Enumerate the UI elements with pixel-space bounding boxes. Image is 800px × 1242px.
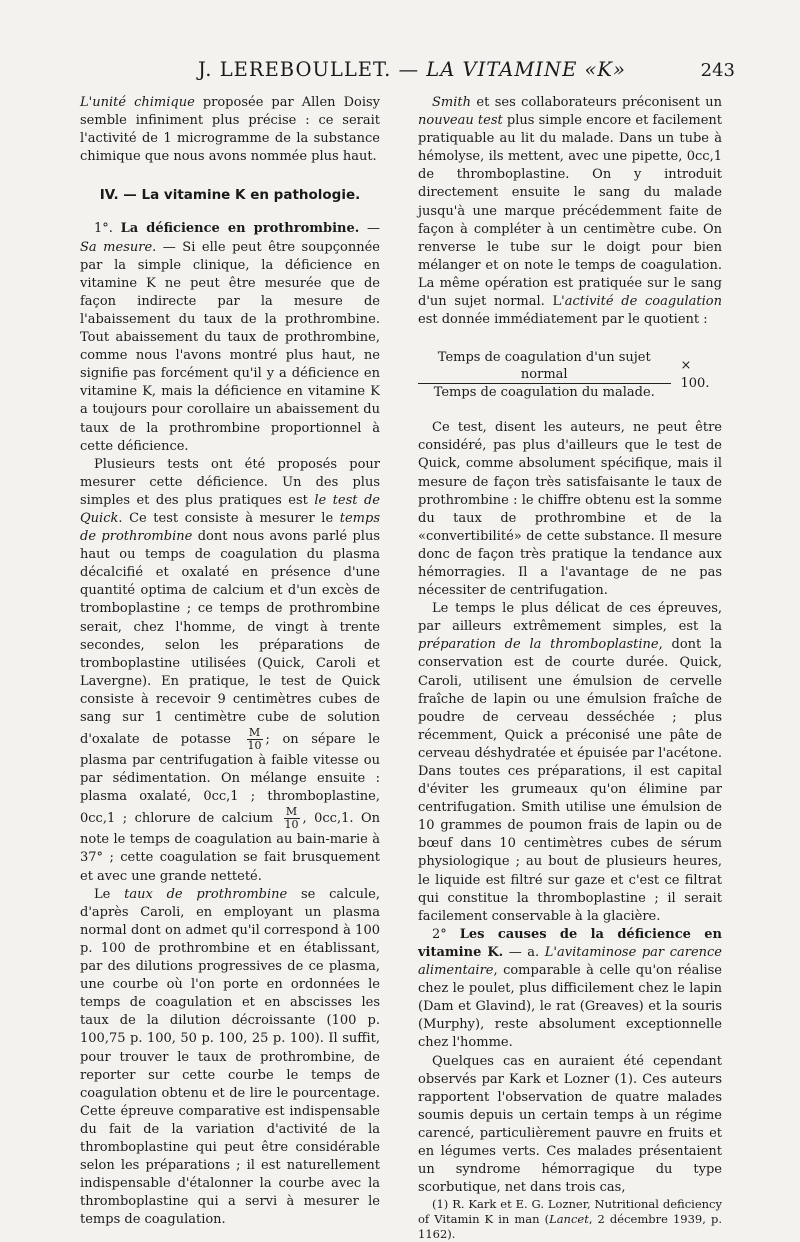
formula-numerator: Temps de coagulation d'un sujet normal [418,349,671,384]
formula-denominator: Temps de coagulation du malade. [433,385,655,401]
running-title-topic: LA VITAMINE «K» [426,58,626,81]
subsection-2-heading: Les causes de la déficience en vitamine K. [418,926,722,960]
body-paragraph-quick-test: Plusieurs tests ont été proposés pour mesurer cette déficience. Un des plus simples et des plus pratiques est le test de Quick. Ce test consiste à mesurer le temps de prothrombine dont nous avons parlé plus haut ou temps de coagulation du plasma décalcifié et oxalaté en présence d'une quantité optima de calcium et d'un excès de tromboplastine ; ce temps de prothrombine serait, chez l'homme, de vingt à trente secondes, selon les préparations de tromboplastine utilisées (Quick, Caroli et Lavergne). En pratique, le test de Quick consiste à recevoir 9 centimètres cubes de sang sur 1 centimètre cube de solution d'oxalate de potasse $\frac{M}{10}$ ; on sépare le plasma par centrifugation à faible vitesse ou par sédimentation. On mélange ensuite : plasma oxalaté, 0cc,1 ; thromboplastine, 0cc,1 ; chlorure de calcium $\frac{M}{10}$ , 0cc,1. On note le temps de coagulation au bain-marie à 37° ; cette coagulation se fait brusquement et avec une grande netteté. [80,456,380,884]
section-heading: IV. — La vitamine K en pathologie. [99,187,361,204]
subsection-1-heading: La déficience en prothrombine. [120,221,360,237]
formula-fraction [418,349,671,401]
formula-multiplier: × 100. [680,358,710,392]
intro-paragraph: L'unité chimique proposée par Allen Doisy semble infiniment plus précise : ce serait l'activité de 1 microgramme de la substance chimique que nous avons nommée plus haut. [80,95,381,165]
fraction-m-over-10: $\frac{M}{10}$ [284,805,299,832]
body-paragraph-kark-lozner: Quelques cas en auraient été cependant observés par Kark et Lozner (1). Ces auteurs rapportent l'observation de quatre malades soumis depuis un certain temps à un régime carencé, particulièrement pauvre en fruits et en légumes verts. Ces malades présentaient un syndrome hémorragique du type scorbutique, net dans trois cas, [418,1053,722,1196]
footnote: (1) R. Kark et E. G. Lozner, Nutritional deficiency of Vitamin K in man (Lancet, 2 décembre 1939, p. 1162). [418,1197,722,1242]
running-title [198,58,626,81]
body-paragraph-test-evaluation: Ce test, disent les auteurs, ne peut être considéré, pas plus d'ailleurs que le test de Quick, comme absolument spécifique, mais il mesure de façon très satisfaisante le taux de prothrombine : le chiffre obtenu est la somme du taux de prothrombine et de la «convertibilité» de cette substance. Il mesure donc de façon très pratique la tendance aux hémorragies. Il a l'avantage de ne pas nécessiter de centrifugation. [418,420,722,599]
left-column [80,94,380,1229]
coagulation-formula [418,349,722,401]
running-header [80,58,735,84]
body-paragraph-smith-test: Smith et ses collaborateurs préconisent un nouveau test plus simple encore et facilement pratiquable au lit du malade. Dans un tube à hémolyse, ils mettent, avec une pipette, 0cc,1 de thromboplastine. On y introduit directement ensuite le sang du malade jusqu'à une marque précédemment faite de façon à compléter à un centimètre cube. On renverse le tube sur le doigt pour bien mélanger et on note le temps de coagulation. La même opération est pratiquée sur le sang d'un sujet normal. L'activité de coagulation est donnée immédiatement par le quotient : [418,95,722,328]
right-column [418,94,722,1242]
body-paragraph-prothrombin-rate: Le taux de prothrombine se calcule, d'après Caroli, en employant un plasma normal dont on admet qu'il correspond à 100 p. 100 de prothrombine et en établissant, par des dilutions progressives de ce plasma, une courbe où l'on porte en ordonnées le temps de coagulation et en abscisses les taux de la dilution décroissante (100 p. 100,75 p. 100, 50 p. 100, 25 p. 100). Il suffit, pour trouver le taux de prothrombine, de reporter sur cette courbe le temps de coagulation obtenu et de lire le pourcentage. Cette épreuve comparative est indispensable du fait de la variation d'activité de la thromboplastine qui peut être considérable selon les préparations ; il est naturellement indispensable d'étalonner la courbe avec la thromboplastine qui a servi à mesurer le temps de coagulation. [80,886,380,1228]
fraction-m-over-10: $\frac{M}{10}$ [247,726,262,753]
running-title-dash: — [398,58,420,81]
body-paragraph-thromboplastin-prep: Le temps le plus délicat de ces épreuves, par ailleurs extrêmement simples, est la préparation de la thromboplastine, dont la conservation est de courte durée. Quick, Caroli, utilisent une émulsion de cervelle fraîche de lapin ou une émulsion fraîche de poudre de cerveau desséchée ; plus récemment, Quick a préconisé une pâte de cerveau déshydratée et épuisée par l'acétone. Dans toutes ces préparations, il est capital d'éviter les grumeaux qu'on élimine par centrifugation. Smith utilise une émulsion de 10 grammes de poumon frais de lapin ou de bœuf dans 10 centimètres cubes de sérum physiologique ; au bout de plusieurs heures, le liquide est filtré sur gaze et c'est ce filtrat qui constitue la thromboplastine ; il serait facilement conservable à la glacière. [418,601,722,924]
running-title-author: J. LEREBOULLET. [198,58,392,81]
subsection-1-paragraph: 1°. La déficience en prothrombine. — Sa mesure. — Si elle peut être soupçonnée par la simple clinique, la déficience en vitamine K ne peut être mesurée que de façon indirecte par la mesure de l'abaissement du taux de la prothrombine. Tout abaissement du taux de prothrombine, comme nous l'avons montré plus haut, ne signifie pas forcément qu'il y a déficience en vitamine K, mais la déficience en vitamine K a toujours pour corollaire un abaissement du taux de la prothrombine proportionnel à cette déficience. [80,221,380,454]
subsection-2-paragraph: 2° Les causes de la déficience en vitamine K. — a. L'avitaminose par carence alimentaire, comparable à celle qu'on réalise chez le poulet, plus difficilement chez le lapin (Dam et Glavind), le rat (Greaves) et la souris (Murphy), reste absolument exceptionnelle chez l'homme. [418,926,723,1051]
page-number: 243 [700,60,735,81]
